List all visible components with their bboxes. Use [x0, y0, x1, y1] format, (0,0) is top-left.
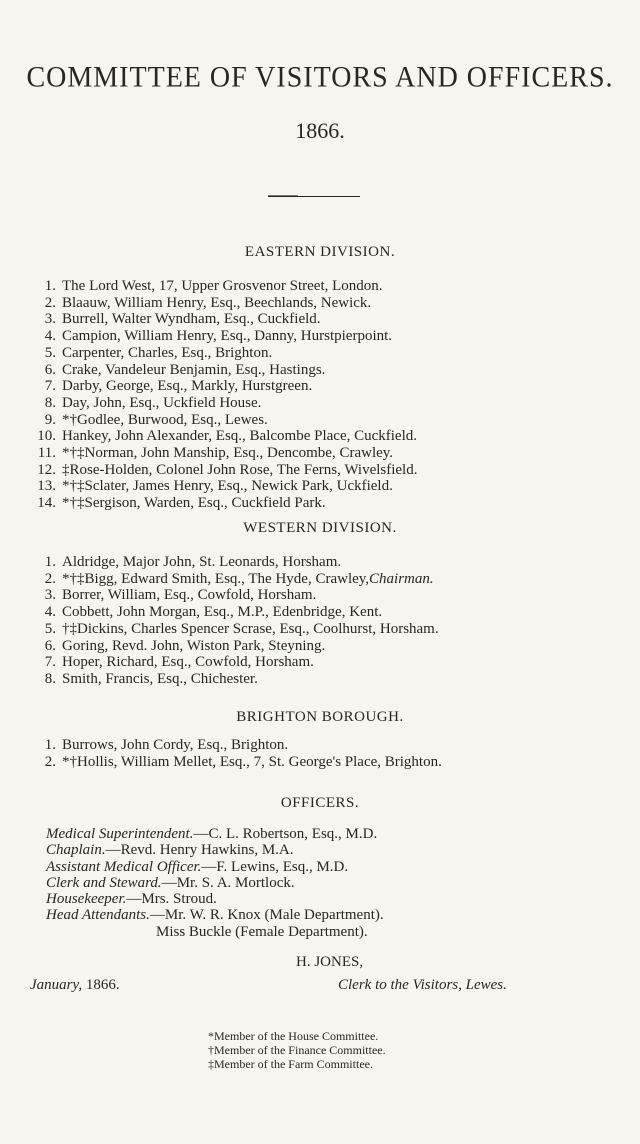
list-item: 7. Hoper, Richard, Esq., Cowfold, Horsham.: [44, 654, 314, 671]
decorative-rule: [268, 196, 360, 197]
list-item: 4. Campion, William Henry, Esq., Danny, Hurstpierpoint.: [44, 328, 393, 345]
officer-row-continuation: Miss Buckle (Female Department).: [156, 923, 368, 940]
list-item: 7. Darby, George, Esq., Markly, Hurstgreen.: [44, 378, 313, 395]
western-division-list: [30, 554, 439, 688]
chairman-label: Chairman.: [369, 570, 434, 587]
officers-heading: OFFICERS.: [280, 795, 360, 811]
page-title: COMMITTEE OF VISITORS AND OFFICERS.: [26, 61, 614, 94]
list-item: 3. Borrer, William, Esq., Cowfold, Horsham.: [44, 587, 317, 604]
list-item: 1. The Lord West, 17, Upper Grosvenor Street, London.: [44, 278, 383, 294]
list-item: 5. †‡Dickins, Charles Spencer Scrase, Esq., Coolhurst, Horsham.: [44, 620, 439, 637]
list-item: 2. *†‡Bigg, Edward Smith, Esq., The Hyde, Crawley, Chairman.: [44, 570, 434, 587]
eastern-division-list: [30, 278, 417, 512]
officer-row: Chaplain.—Revd. Henry Hawkins, M.A.: [46, 842, 294, 859]
signature-name: H. JONES,: [296, 954, 364, 970]
signature-role: Clerk to the Visitors, Lewes.: [338, 977, 507, 993]
brighton-borough-list: [30, 737, 442, 770]
officers-list: [46, 826, 384, 940]
officer-row: Medical Superintendent.—C. L. Robertson, Esq., M.D.: [46, 826, 378, 842]
list-item: 2. *†Hollis, William Mellet, Esq., 7, St. George's Place, Brighton.: [44, 753, 442, 770]
list-item: 1. Burrows, John Cordy, Esq., Brighton.: [44, 737, 289, 753]
footnote: *Member of the House Committee.: [208, 1029, 379, 1043]
list-item: 11. *†‡Norman, John Manship, Esq., Dencombe, Crawley.: [37, 445, 394, 462]
officer-row: Housekeeper.—Mrs. Stroud.: [46, 891, 217, 908]
brighton-borough-heading: BRIGHTON BOROUGH.: [236, 709, 404, 725]
list-item: 6. Crake, Vandeleur Benjamin, Esq., Hastings.: [44, 361, 326, 378]
officer-row: Head Attendants.—Mr. W. R. Knox (Male Department).: [46, 907, 384, 924]
list-item: 1. Aldridge, Major John, St. Leonards, Horsham.: [44, 554, 342, 570]
officer-row: Assistant Medical Officer.—F. Lewins, Esq., M.D.: [46, 858, 349, 875]
footnote: †Member of the Finance Committee.: [208, 1043, 386, 1057]
list-item: 2. Blaauw, William Henry, Esq., Beechlands, Newick.: [44, 294, 372, 311]
list-item: 13. *†‡Sclater, James Henry, Esq., Newick Park, Uckfield.: [37, 478, 393, 495]
footnote: ‡Member of the Farm Committee.: [208, 1057, 373, 1071]
list-item: 8. Day, John, Esq., Uckfield House.: [44, 394, 262, 411]
officer-row: Clerk and Steward.—Mr. S. A. Mortlock.: [46, 874, 295, 891]
page-year: 1866.: [295, 118, 345, 143]
list-item: 9. *†Godlee, Burwood, Esq., Lewes.: [44, 411, 268, 428]
list-item: 3. Burrell, Walter Wyndham, Esq., Cuckfield.: [44, 311, 321, 328]
western-division-heading: WESTERN DIVISION.: [243, 520, 397, 536]
eastern-division-heading: EASTERN DIVISION.: [244, 244, 396, 260]
list-item: 14. *†‡Sergison, Warden, Esq., Cuckfield Park.: [37, 495, 326, 512]
list-item: 10. Hankey, John Alexander, Esq., Balcombe Place, Cuckfield.: [37, 428, 417, 445]
list-item: 4. Cobbett, John Morgan, Esq., M.P., Edenbridge, Kent.: [44, 604, 383, 621]
list-item: 6. Goring, Revd. John, Wiston Park, Steyning.: [44, 637, 326, 654]
list-item: 8. Smith, Francis, Esq., Chichester.: [44, 670, 258, 687]
signature-date: January, 1866.: [30, 977, 120, 993]
list-item: 12. ‡Rose-Holden, Colonel John Rose, The Ferns, Wivelsfield.: [37, 461, 418, 478]
footnotes: [208, 1029, 386, 1071]
list-item: 5. Carpenter, Charles, Esq., Brighton.: [44, 344, 273, 361]
